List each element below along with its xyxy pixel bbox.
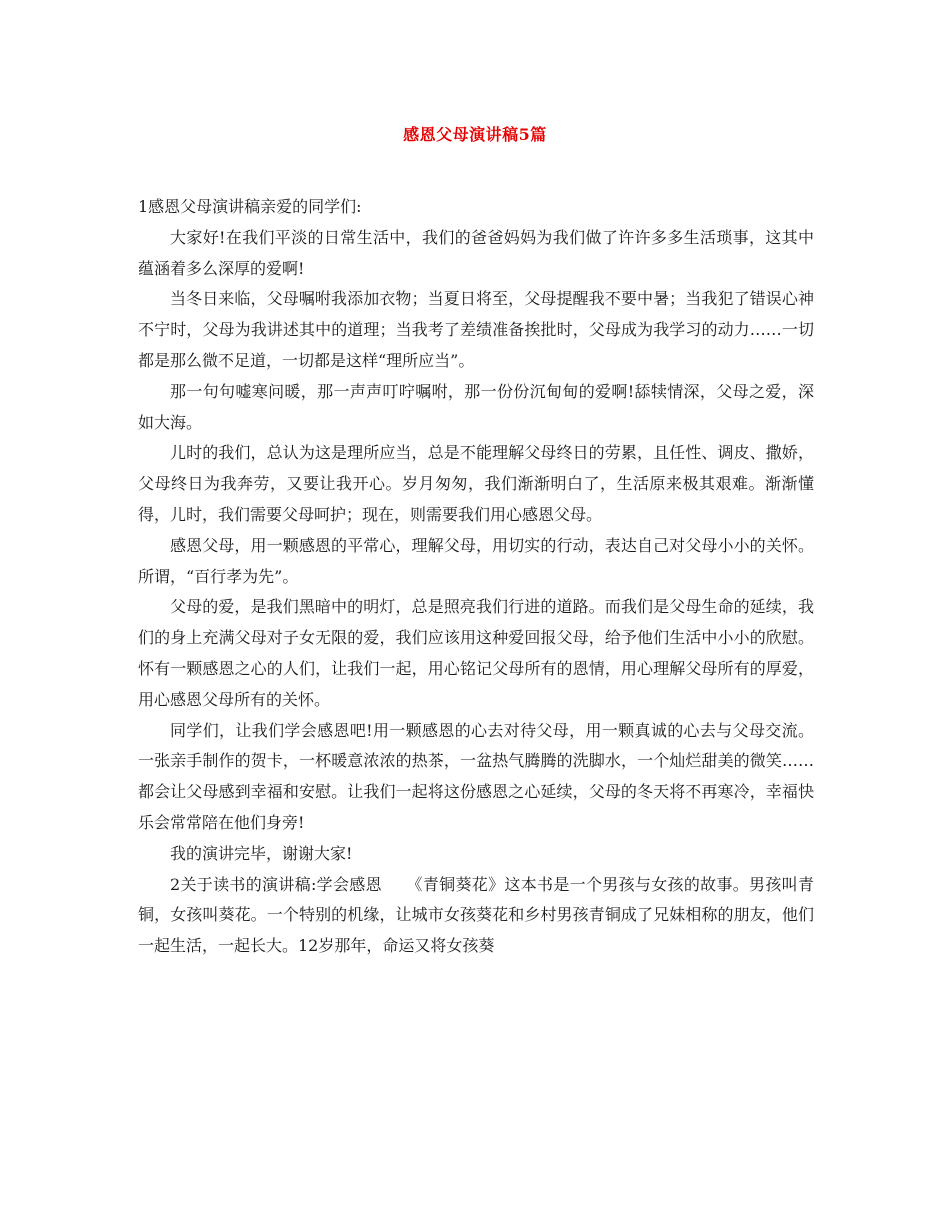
paragraph-6: 感恩父母，用一颗感恩的平常心，理解父母，用切实的行动，表达自己对父母小小的关怀。所谓，“百行孝为先”。 <box>138 535 814 586</box>
document-title: 感恩父母演讲稿5篇 <box>403 125 547 144</box>
paragraph-8: 同学们，让我们学会感恩吧!用一颗感恩的心去对待父母，用一颗真诚的心去与父母交流。一张亲手制作的贺卡，一杯暖意浓浓的热茶，一盆热气腾腾的洗脚水，一个灿烂甜美的微笑……都会让父母感到幸福和安慰。让我们一起将这份感恩之心延续，父母的冬天将不再寒冷，幸福快乐会常常陪在他们身旁! <box>138 720 814 832</box>
paragraph-7: 父母的爱，是我们黑暗中的明灯，总是照亮我们行进的道路。而我们是父母生命的延续，我们的身上充满父母对子女无限的爱，我们应该用这种爱回报父母，给予他们生活中小小的欣慰。怀有一颗感恩之心的人们，让我们一起，用心铭记父母所有的恩情，用心理解父母所有的厚爱，用心感恩父母所有的关怀。 <box>138 597 814 709</box>
document-body <box>138 192 814 962</box>
paragraph-3: 当冬日来临，父母嘱咐我添加衣物；当夏日将至，父母提醒我不要中暑；当我犯了错误心神不宁时，父母为我讲述其中的道理；当我考了差绩准备挨批时，父母成为我学习的动力……一切都是那么微不足道，一切都是这样“理所应当”。 <box>138 289 814 370</box>
paragraph-9: 我的演讲完毕，谢谢大家! <box>170 843 353 863</box>
paragraph-5: 儿时的我们，总认为这是理所应当，总是不能理解父母终日的劳累，且任性、调皮、撒娇，父母终日为我奔劳，又要让我开心。岁月匆匆，我们渐渐明白了，生活原来极其艰难。渐渐懂得，儿时，我们需要父母呵护；现在，则需要我们用心感恩父母。 <box>138 443 814 524</box>
paragraph-4: 那一句句嘘寒问暖，那一声声叮咛嘱咐，那一份份沉甸甸的爱啊!舔犊情深，父母之爱，深如大海。 <box>138 381 814 432</box>
paragraph-2: 大家好!在我们平淡的日常生活中，我们的爸爸妈妈为我们做了许许多多生活琐事，这其中蕴涵着多么深厚的爱啊! <box>138 227 814 278</box>
paragraph-1: 1感恩父母演讲稿亲爱的同学们: <box>138 197 362 216</box>
paragraph-10: 2关于读书的演讲稿:学会感恩 《青铜葵花》这本书是一个男孩与女孩的故事。男孩叫青铜，女孩叫葵花。一个特别的机缘，让城市女孩葵花和乡村男孩青铜成了兄妹相称的朋友，他们一起生活，一起长大。12岁那年，命运又将女孩葵 <box>138 874 814 956</box>
